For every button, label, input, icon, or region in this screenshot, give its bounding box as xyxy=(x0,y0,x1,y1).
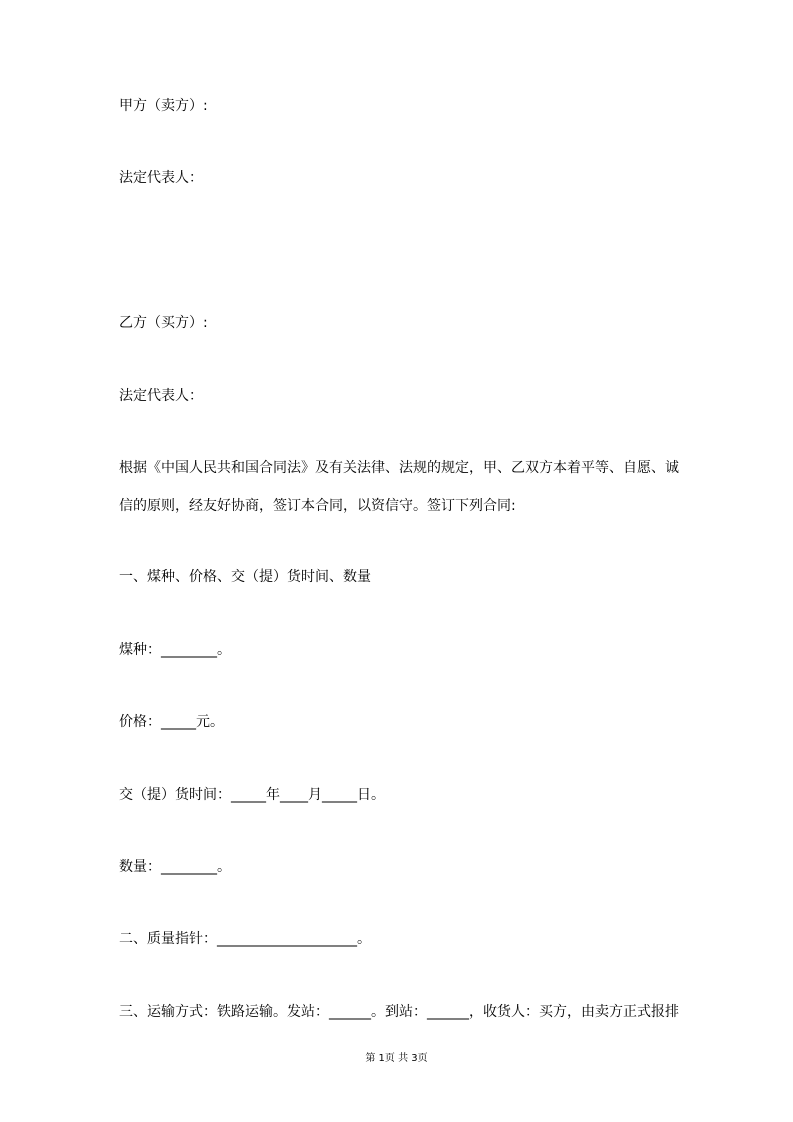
party-b-legal-rep: 法定代表人： xyxy=(119,388,203,404)
party-a-legal-rep: 法定代表人： xyxy=(119,170,203,186)
party-a-seller: 甲方（卖方）: xyxy=(119,98,208,114)
section-2-quality: 二、质量指针：____________________。 xyxy=(119,931,371,947)
preamble-line-1: 根据《中国人民共和国合同法》及有关法律、法规的规定，甲、乙双方本着平等、自愿、诚 xyxy=(119,460,679,476)
preamble-line-2: 信的原则，经友好协商，签订本合同，以资信守。签订下列合同: xyxy=(119,498,516,514)
price-line: 价格：_____元。 xyxy=(119,714,224,730)
coal-type-line: 煤种：________。 xyxy=(119,642,231,658)
party-b-buyer: 乙方（买方）: xyxy=(119,315,208,331)
section-1-heading: 一、煤种、价格、交（提）货时间、数量 xyxy=(119,569,371,585)
quantity-line: 数量：________。 xyxy=(119,859,231,875)
delivery-time-line: 交（提）货时间：_____年____月_____日。 xyxy=(119,787,385,803)
page-footer: 第 1页 共 3页 xyxy=(365,1053,428,1064)
section-3-transport: 三、运输方式：铁路运输。发站：______。到站：______，收货人：买方，由卖方正式报排 xyxy=(119,1004,679,1020)
